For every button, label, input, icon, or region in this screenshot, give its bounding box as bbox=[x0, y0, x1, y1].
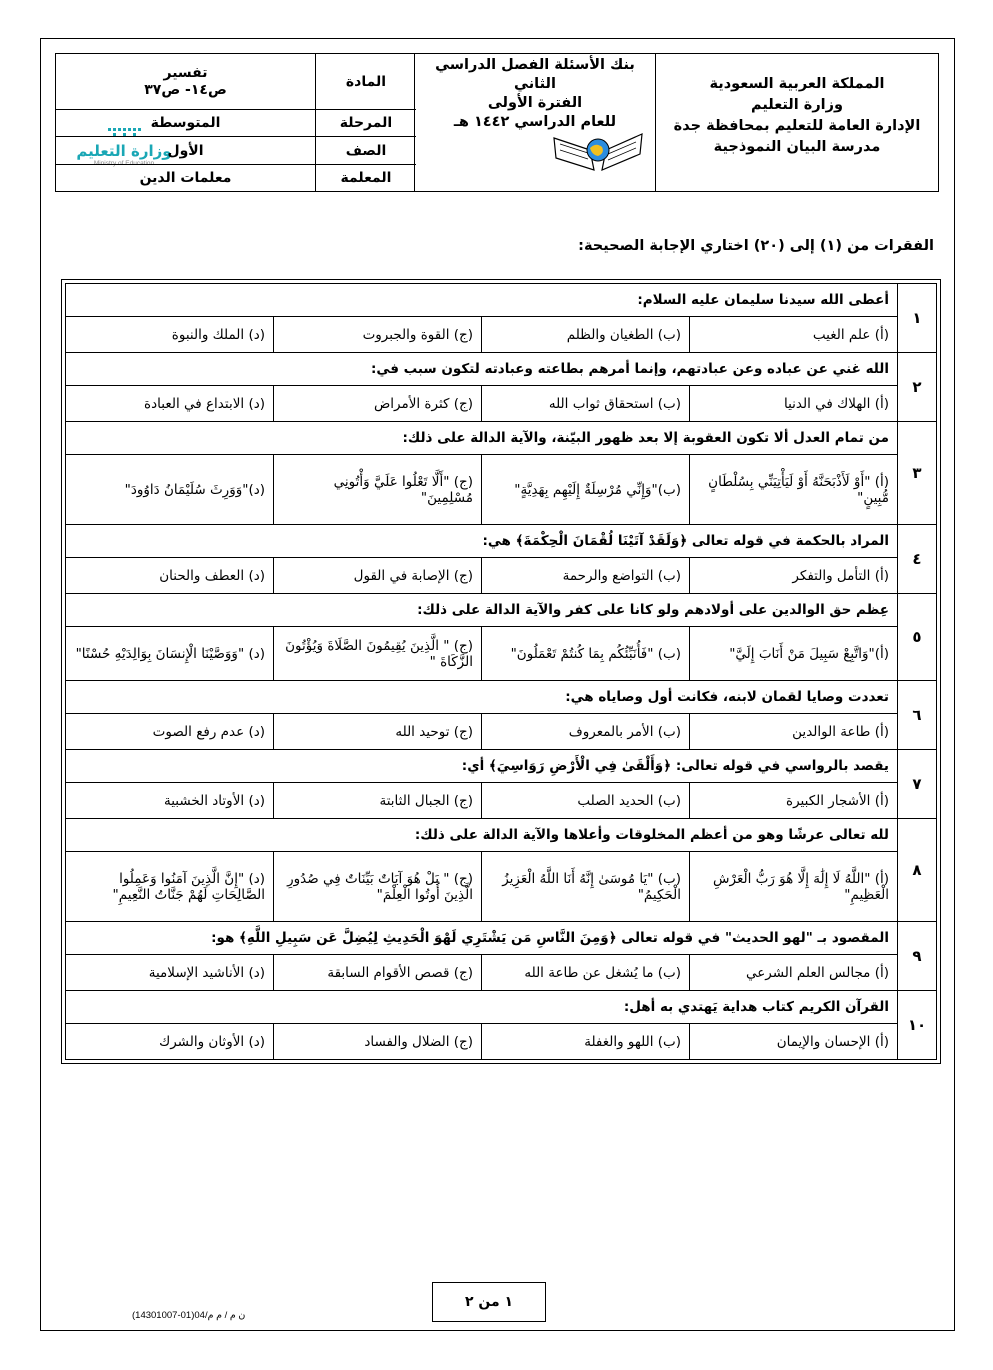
question-number: ٣ bbox=[898, 422, 937, 525]
info-label: الصف bbox=[316, 137, 417, 164]
page-frame bbox=[40, 38, 955, 1331]
option-d[interactable]: (د) الأناشيد الإسلامية bbox=[66, 955, 274, 991]
question-options-row bbox=[66, 955, 937, 991]
option-b[interactable]: (ب) الطغيان والظلم bbox=[482, 317, 690, 353]
option-d[interactable]: (د) الابتداع في العبادة bbox=[66, 386, 274, 422]
subject-name: تفسير bbox=[163, 64, 208, 81]
option-c[interactable]: (ج) كثرة الأمراض bbox=[274, 386, 482, 422]
question-options-row bbox=[66, 455, 937, 525]
option-a[interactable]: (أ) مجالس العلم الشرعي bbox=[690, 955, 898, 991]
option-c[interactable]: (ج) الجبال الثابتة bbox=[274, 783, 482, 819]
question-number: ٩ bbox=[898, 922, 937, 991]
question-options-row bbox=[66, 714, 937, 750]
question-number: ٧ bbox=[898, 750, 937, 819]
info-row-subject bbox=[56, 54, 416, 110]
info-value: معلمات الدين bbox=[56, 164, 316, 191]
question-number: ١ bbox=[898, 284, 937, 353]
question-options-row bbox=[66, 558, 937, 594]
question-number: ٥ bbox=[898, 594, 937, 681]
option-c[interactable]: (ج) الإصابة في القول bbox=[274, 558, 482, 594]
option-d[interactable]: (د) الأوتاد الخشبية bbox=[66, 783, 274, 819]
question-number: ٤ bbox=[898, 525, 937, 594]
question-stem: المراد بالحكمة في قوله تعالى ﴿وَلَقَدْ آتَيْنَا لُقْمَانَ الْحِكْمَةَ﴾ هي: bbox=[66, 525, 898, 558]
option-a[interactable]: (أ) التأمل والتفكر bbox=[690, 558, 898, 594]
school-emblem-icon bbox=[550, 120, 646, 178]
option-b[interactable]: (ب)"وَإِنِّي مُرْسِلَةٌ إِلَيْهِم بِهَدِيَّةٍ" bbox=[482, 455, 690, 525]
question-options-row bbox=[66, 1024, 937, 1060]
option-c[interactable]: (ج) "أَلَّا تَعْلُوا عَلَيَّ وَأْتُونِي مُسْلِمِينَ" bbox=[274, 455, 482, 525]
question-stem: تعددت وصايا لقمان لابنه، فكانت أول وصاياه هي: bbox=[66, 681, 898, 714]
option-d[interactable]: (د) عدم رفع الصوت bbox=[66, 714, 274, 750]
info-row-teacher bbox=[56, 164, 416, 191]
option-c[interactable]: (ج) " بَلْ هُوَ آيَاتٌ بَيِّنَاتٌ فِي صُدُورِ الَّذِينَ أُوتُوا الْعِلْمَ" bbox=[274, 852, 482, 922]
ministry-line: وزارة التعليم bbox=[750, 97, 843, 113]
question-number: ٨ bbox=[898, 819, 937, 922]
option-a[interactable]: (أ) علم الغيب bbox=[690, 317, 898, 353]
option-a[interactable]: (أ) الأشجار الكبيرة bbox=[690, 783, 898, 819]
question-options-row bbox=[66, 317, 937, 353]
document-header bbox=[55, 53, 939, 192]
question-stem-row bbox=[66, 525, 937, 558]
directorate-line: الإدارة العامة للتعليم بمحافظة جدة bbox=[673, 118, 921, 134]
option-b[interactable]: (ب) استحقاق ثواب الله bbox=[482, 386, 690, 422]
option-b[interactable]: (ب) "يَا مُوسَىٰ إِنَّهُ أَنَا اللَّهُ الْعَزِيزُ الْحَكِيمُ" bbox=[482, 852, 690, 922]
info-value bbox=[56, 54, 316, 110]
option-a[interactable]: (أ) "اللَّهُ لَا إِلَٰهَ إِلَّا هُوَ رَبُّ الْعَرْشِ الْعَظِيمِ" bbox=[690, 852, 898, 922]
question-stem-row bbox=[66, 750, 937, 783]
info-label: المادة bbox=[316, 54, 417, 110]
option-b[interactable]: (ب) الحديد الصلب bbox=[482, 783, 690, 819]
country-line: المملكة العربية السعودية bbox=[709, 76, 885, 92]
exam-title-block bbox=[414, 54, 655, 191]
question-options-row bbox=[66, 852, 937, 922]
option-a[interactable]: (أ) "أَوْ لَأَذْبَحَنَّهُ أَوْ لَيَأْتِيَنِّي بِسُلْطَانٍ مُّبِينٍ" bbox=[690, 455, 898, 525]
info-row-grade bbox=[56, 137, 416, 164]
option-a[interactable]: (أ) الإحسان والإيمان bbox=[690, 1024, 898, 1060]
option-c[interactable]: (ج) الضلال والفساد bbox=[274, 1024, 482, 1060]
form-code: ن م / م م/04(01-14301007) bbox=[132, 1310, 246, 1321]
exam-period: الفترة الأولى bbox=[487, 95, 583, 111]
option-c[interactable]: (ج) توحيد الله bbox=[274, 714, 482, 750]
page-number: ١ من ٢ bbox=[432, 1282, 546, 1322]
question-stem-row bbox=[66, 594, 937, 627]
ministry-logo-en: Ministry of Education bbox=[93, 160, 155, 167]
option-a[interactable]: (أ)"وَاتَّبِعْ سَبِيلَ مَنْ أَنَابَ إِلَيَّ" bbox=[690, 627, 898, 681]
option-c[interactable]: (ج) القوة والجبروت bbox=[274, 317, 482, 353]
question-stem-row bbox=[66, 681, 937, 714]
question-stem: أعطى الله سيدنا سليمان عليه السلام: bbox=[66, 284, 898, 317]
question-number: ٢ bbox=[898, 353, 937, 422]
option-d[interactable]: (د) الأوثان والشرك bbox=[66, 1024, 274, 1060]
instructions: الفقرات من (١) إلى (٢٠) اختاري الإجابة الصحيحة: bbox=[578, 238, 934, 254]
question-stem: لله تعالى عرشًا وهو من أعظم المخلوقات وأعلاها والآية الدالة على ذلك: bbox=[66, 819, 898, 852]
option-c[interactable]: (ج) قصص الأقوام السابقة bbox=[274, 955, 482, 991]
info-value: الأول bbox=[56, 137, 316, 164]
question-stem-row bbox=[66, 284, 937, 317]
option-a[interactable]: (أ) طاعة الوالدين bbox=[690, 714, 898, 750]
subject-info-table bbox=[56, 54, 416, 191]
option-d[interactable]: (د)"وَوَرِثَ سُلَيْمَانُ دَاوُودَ" bbox=[66, 455, 274, 525]
option-a[interactable]: (أ) الهلاك في الدنيا bbox=[690, 386, 898, 422]
info-label: المرحلة bbox=[316, 110, 417, 137]
question-stem: من تمام العدل ألا تكون العقوبة إلا بعد ظهور البيّنة، والآية الدالة على ذلك: bbox=[66, 422, 898, 455]
info-row-stage bbox=[56, 110, 416, 137]
exam-title: بنك الأسئلة الفصل الدراسي الثاني bbox=[435, 57, 635, 92]
question-stem-row bbox=[66, 422, 937, 455]
school-line: مدرسة البيان النموذجية bbox=[713, 139, 881, 155]
question-stem: القرآن الكريم كتاب هداية يَهتدي به أهل: bbox=[66, 991, 898, 1024]
question-stem-row bbox=[66, 922, 937, 955]
question-stem: يقصد بالرواسي في قوله تعالى: ﴿وَأَلْقَىٰ فِي الْأَرْضِ رَوَاسِيَ﴾ أي: bbox=[66, 750, 898, 783]
ministry-block bbox=[655, 54, 938, 191]
option-b[interactable]: (ب) التواضع والرحمة bbox=[482, 558, 690, 594]
option-d[interactable]: (د) "إِنَّ الَّذِينَ آمَنُوا وَعَمِلُوا الصَّالِحَاتِ لَهُمْ جَنَّاتُ النَّعِيمِ" bbox=[66, 852, 274, 922]
ministry-logo-ar: وزارة التعليم bbox=[76, 142, 172, 160]
exam-year: للعام الدراسي ١٤٤٢ هـ bbox=[453, 114, 617, 130]
info-label: المعلمة bbox=[316, 164, 417, 191]
question-stem: الله غني عن عباده وعن عبادتهم، وإنما أمرهم بطاعته وعبادته لتكون سبب في: bbox=[66, 353, 898, 386]
option-d[interactable]: (د) الملك والنبوة bbox=[66, 317, 274, 353]
option-d[interactable]: (د) "وَوَصَّيْنَا الْإِنسَانَ بِوَالِدَيْهِ حُسْنًا" bbox=[66, 627, 274, 681]
option-b[interactable]: (ب) الأمر بالمعروف bbox=[482, 714, 690, 750]
subject-pages: ص١٤- ص٣٧ bbox=[144, 81, 227, 98]
question-options-row bbox=[66, 386, 937, 422]
question-stem-row bbox=[66, 819, 937, 852]
option-b[interactable]: (ب) "فَأُنَبِّئُكُم بِمَا كُنتُمْ تَعْمَلُونَ" bbox=[482, 627, 690, 681]
question-stem-row bbox=[66, 353, 937, 386]
question-options-row bbox=[66, 627, 937, 681]
question-number: ١٠ bbox=[898, 991, 937, 1060]
questions-table bbox=[61, 279, 941, 1064]
option-c[interactable]: (ج) " الَّذِينَ يُقِيمُونَ الصَّلَاةَ وَيُؤْتُونَ الزَّكَاةَ " bbox=[274, 627, 482, 681]
option-b[interactable]: (ب) اللهو والغفلة bbox=[482, 1024, 690, 1060]
option-b[interactable]: (ب) ما يُشغل عن طاعة الله bbox=[482, 955, 690, 991]
option-d[interactable]: (د) العطف والحنان bbox=[66, 558, 274, 594]
info-value: المتوسطة bbox=[56, 110, 316, 137]
question-stem-row bbox=[66, 991, 937, 1024]
question-number: ٦ bbox=[898, 681, 937, 750]
question-stem: عِظم حق الوالدين على أولادهم ولو كانا على كفر والآية الدالة على ذلك: bbox=[66, 594, 898, 627]
question-stem: المقصود بـ "لهو الحديث" في قوله تعالى ﴿وَمِنَ النَّاسِ مَن يَشْتَرِي لَهْوَ الْحَدِيثِ لِيُضِلَّ عَن سَبِيلِ اللَّهِ﴾ هو: bbox=[66, 922, 898, 955]
question-options-row bbox=[66, 783, 937, 819]
